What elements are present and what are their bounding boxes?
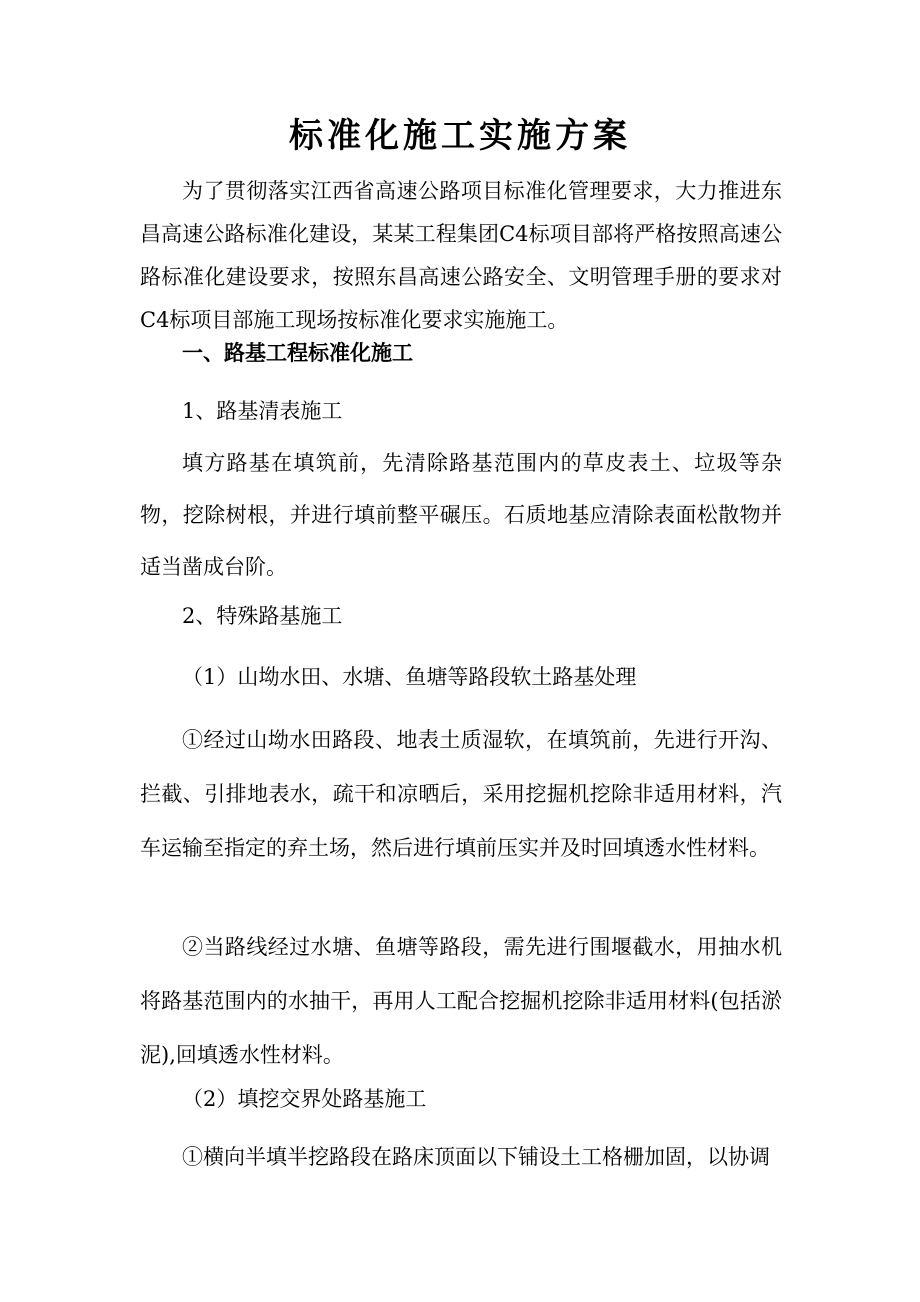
subsection-heading-2: 2、特殊路基施工 [182,604,343,628]
item-1-paragraph-2: ②当路线经过水塘、鱼塘等路段，需先进行围堰截水，用抽水机将路基范围内的水抽干，再用人工配合挖掘机挖除非适用材料(包括淤泥),回填透水性材料。 [140,935,782,1067]
item-1-paragraph-1: ①经过山坳水田路段、地表土质湿软，在填筑前，先进行开沟、拦截、引排地表水，疏干和凉晒后，采用挖掘机挖除非适用材料，汽车运输至指定的弃土场，然后进行填前压实并及时回填透水性材料。 [140,728,782,860]
item-heading-2: （2）填挖交界处路基施工 [182,1087,427,1111]
intro-paragraph: 为了贯彻落实江西省高速公路项目标准化管理要求，大力推进东昌高速公路标准化建设，某某工程集团C4标项目部将严格按照高速公路标准化建设要求，按照东昌高速公路安全、文明管理手册的要求对C4标项目部施工现场按标准化要求实施施工。 [140,179,782,332]
document-title: 标准化施工实施方案 [289,116,631,156]
item-heading-1: （1）山坳水田、水塘、鱼塘等路段软土路基处理 [182,665,637,689]
subsection-heading-1: 1、路基清表施工 [182,399,343,423]
item-2-paragraph-1: ①横向半填半挖路段在路床顶面以下铺设土工格栅加固，以协调 [182,1145,770,1169]
section-heading: 一、路基工程标准化施工 [182,340,413,365]
subsection-1-body: 填方路基在填筑前，先清除路基范围内的草皮表土、垃圾等杂物，挖除树根，并进行填前整平碾压。石质地基应清除表面松散物并适当凿成台阶。 [140,451,782,579]
